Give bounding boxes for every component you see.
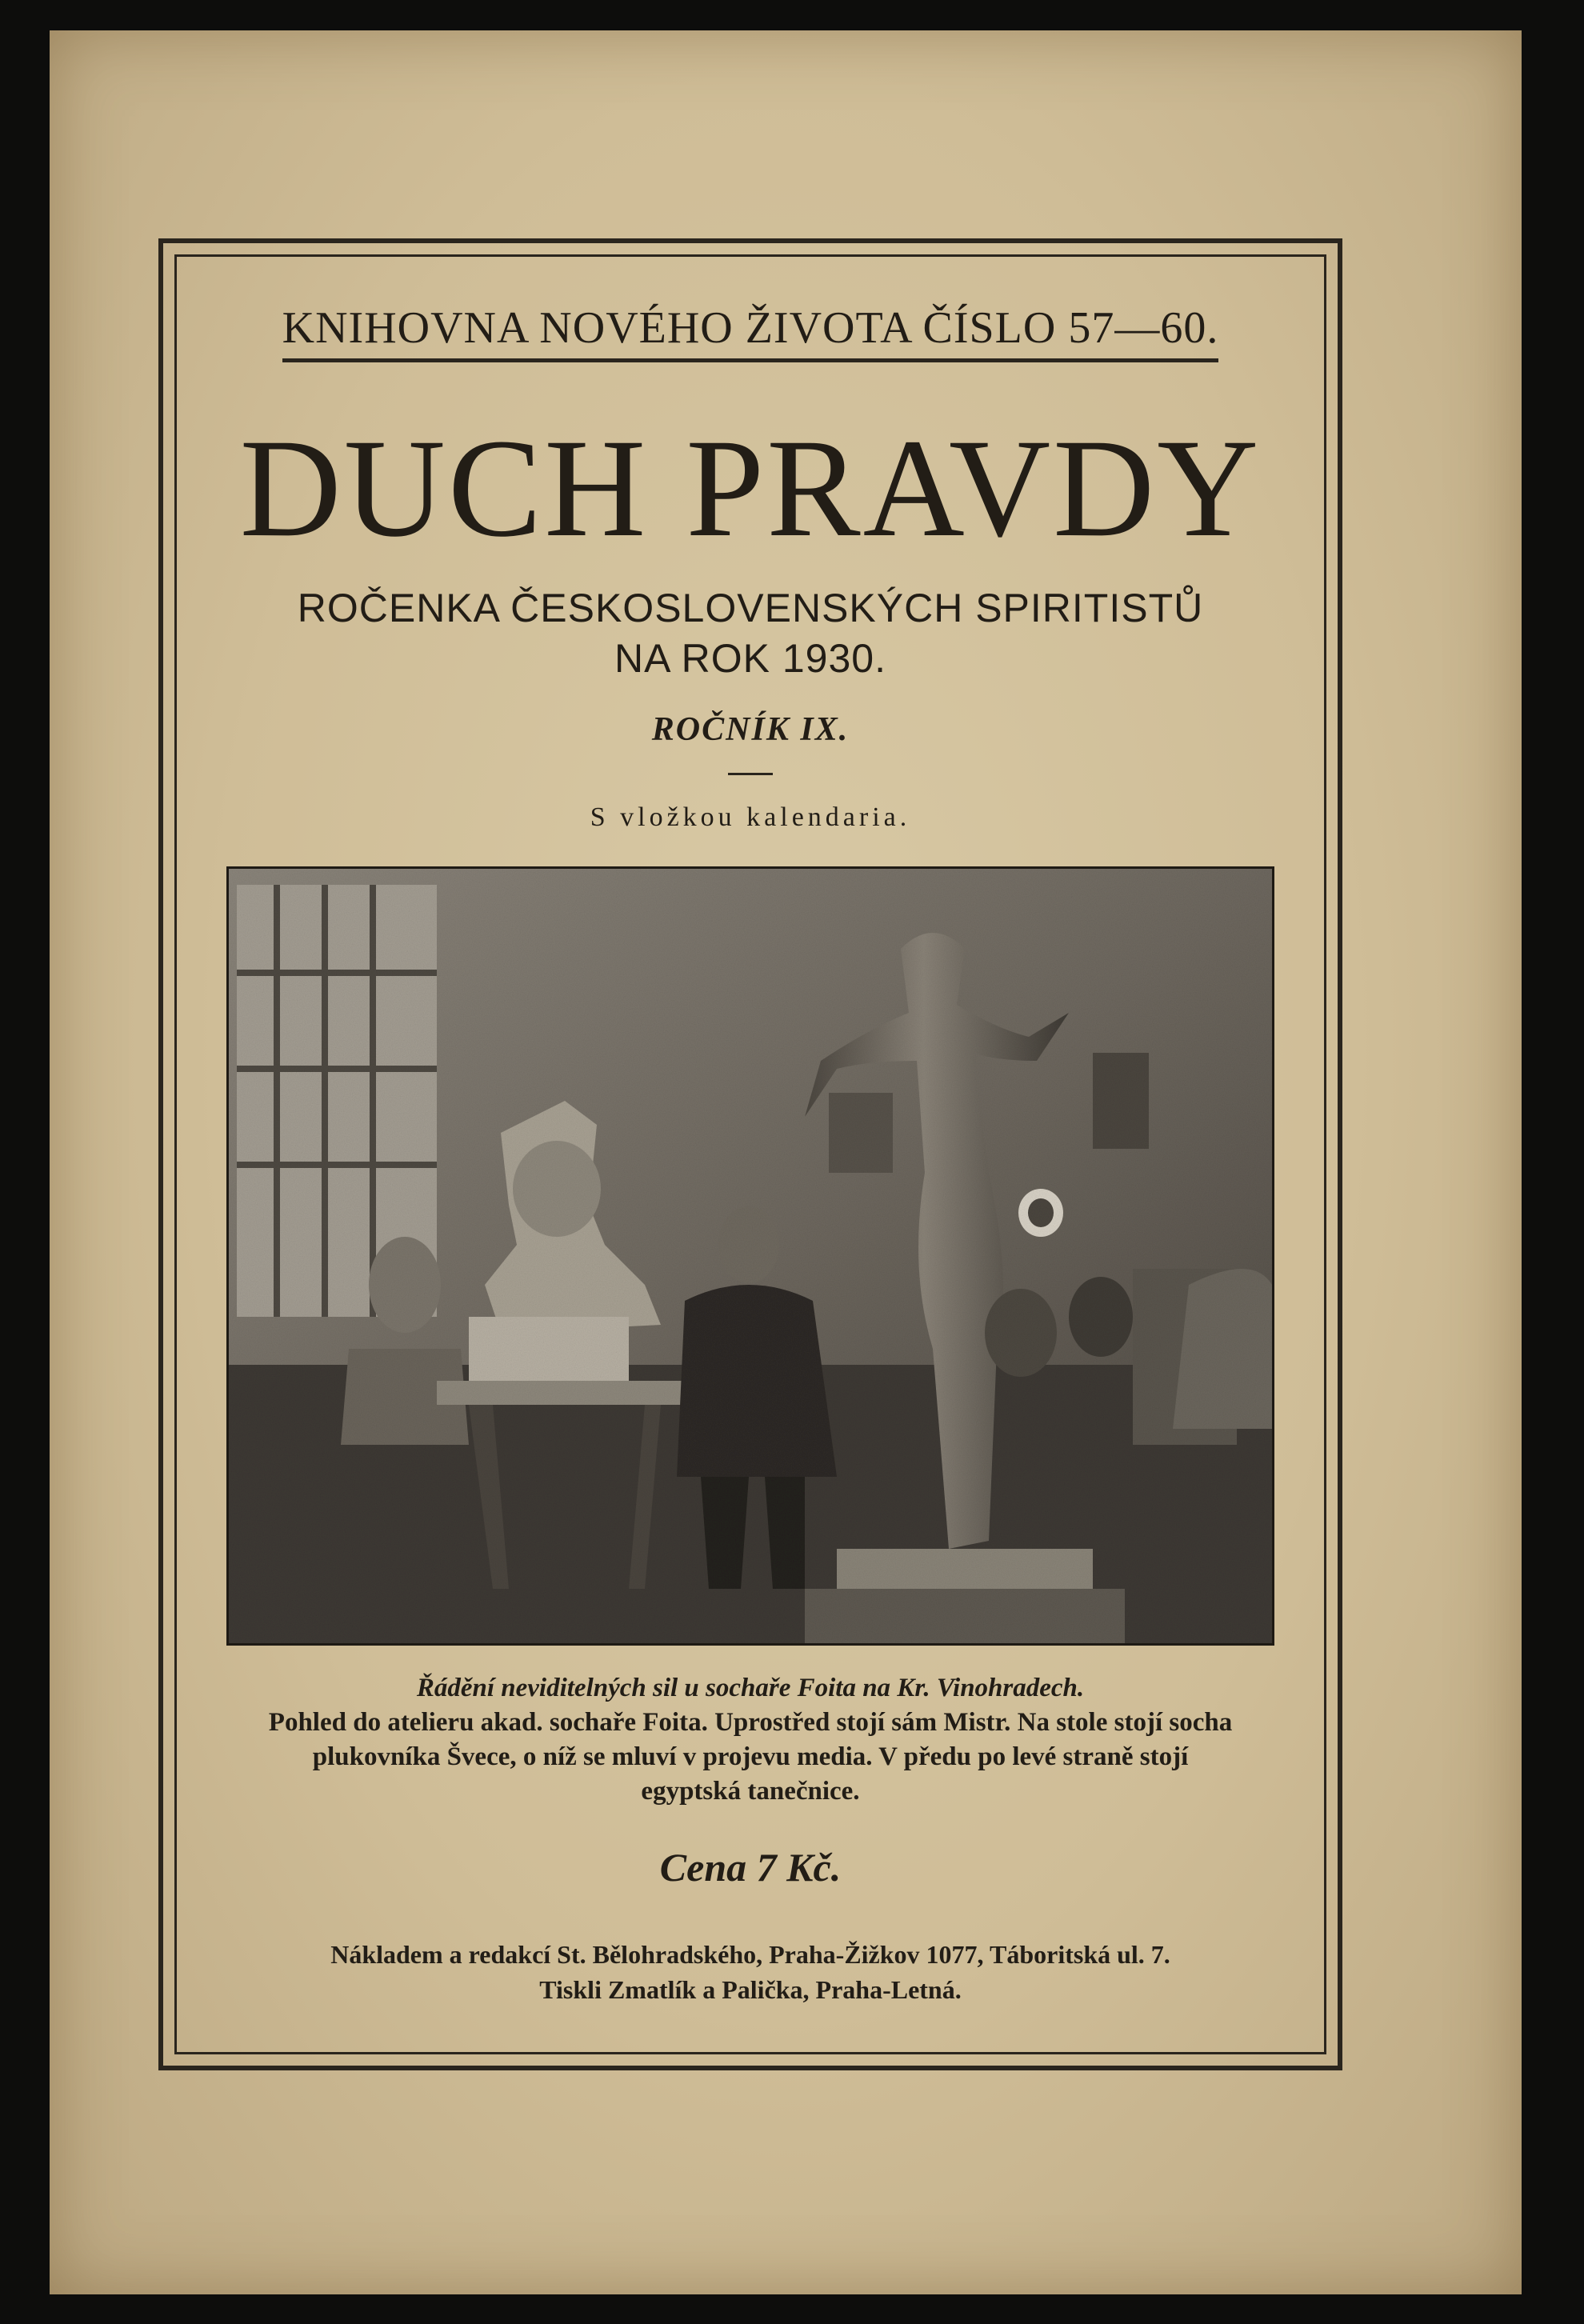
volume-label: ROČNÍK IX. xyxy=(651,711,850,748)
insert-note: S vložkou kalendaria. xyxy=(590,802,911,832)
subtitle-line-2: NA ROK 1930. xyxy=(614,635,886,681)
imprint-line-2: Tiskli Zmatlík a Palička, Praha-Letná. xyxy=(539,1975,962,2005)
price-label: Cena 7 Kč. xyxy=(659,1844,842,1890)
photo-caption xyxy=(189,1671,1312,1809)
book-title: DUCH PRAVDY xyxy=(239,410,1262,566)
imprint-line-1: Nákladem a redakcí St. Bělohradského, Praha-Žižkov 1077, Táboritská ul. 7. xyxy=(330,1939,1170,1969)
caption-text: Pohled do atelieru akad. sochaře Foita. Uprostřed stojí sám Mistr. Na stole stojí socha plukovníka Švece, o níž se mluví v projevu media. V předu po levé straně stojí egyptská tanečnice. xyxy=(268,1707,1233,1806)
divider-rule xyxy=(728,773,773,775)
subtitle-line-1: ROČENKA ČESKOSLOVENSKÝCH SPIRITISTŮ xyxy=(297,586,1204,630)
sculptor-studio-photo xyxy=(226,866,1274,1646)
caption-title: Řádění neviditelných sil u sochaře Foita na Kr. Vinohradech. xyxy=(416,1674,1085,1702)
publisher-imprint xyxy=(189,1937,1312,2009)
cover-content xyxy=(189,264,1312,2008)
photo-illustration xyxy=(229,869,1272,1643)
series-heading: KNIHOVNA NOVÉHO ŽIVOTA ČÍSLO 57—60. xyxy=(282,302,1219,362)
book-subtitle xyxy=(189,583,1312,683)
